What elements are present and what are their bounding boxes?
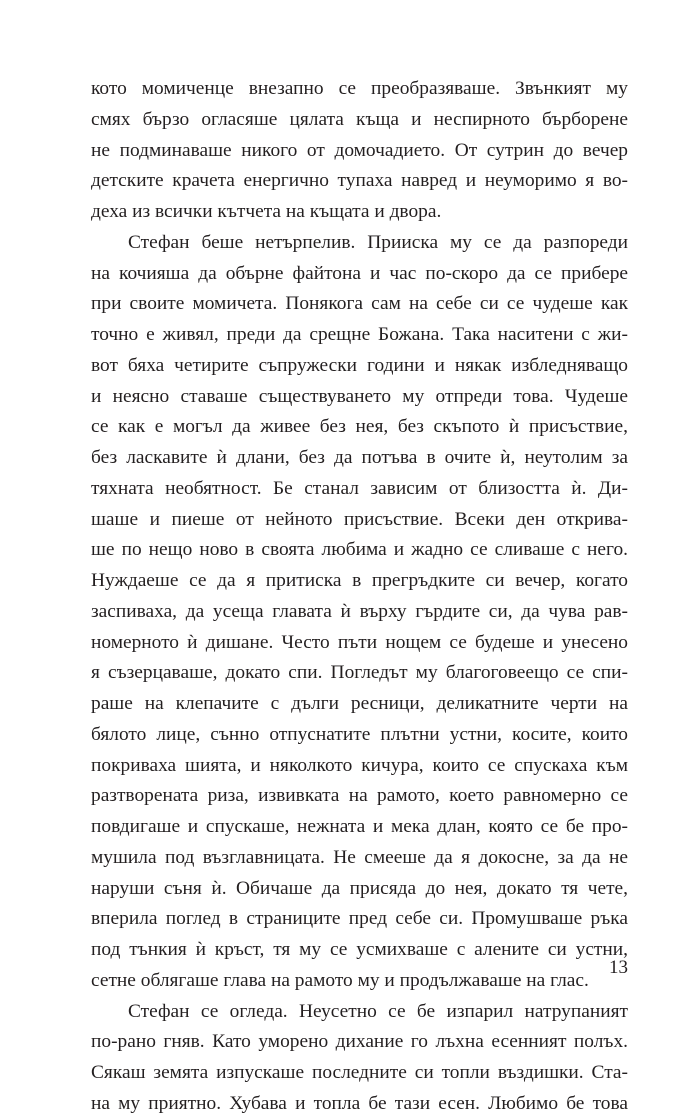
text-line: при своите момичета. Понякога сам на себе си се чудеше как [91,293,628,315]
text-line: Нуждаеше се да я притиска в прегръдките си вечер, когато [91,570,628,591]
text-line: точно е живял, преди да срещне Божана. Така наситени с жи- [91,324,628,345]
text-line: мушила под възглавницата. Не смееше да я докосне, за да не [91,846,628,868]
text-line: по-рано гняв. Като уморено дихание го лъхна есенният полъх. [91,1031,628,1053]
paragraph-first-line: Стефан се огледа. Неусетно се бе изпарил натрупаният [128,1000,628,1022]
text-line: Сякаш земята изпускаше последните си топли въздишки. Ста- [91,1062,628,1083]
text-line: шаше и пиеше от нейното присъствие. Всеки ден открива- [91,508,628,530]
text-line: и неясно ставаше съществуването му отпреди това. Чудеше [91,385,628,407]
text-line: без ласкавите ѝ длани, без да потъва в очите ѝ, неутолим за [91,447,628,468]
body-text [91,74,628,1120]
text-line: номерното ѝ дишане. Често пъти нощем се будеше и унесено [91,631,628,653]
text-line: ше по нещо ново в своята любима и жадно се сливаше с него. [91,539,628,561]
text-line: вперила поглед в страниците пред себе си. Промушваше ръка [91,908,628,930]
paragraph-first-line: Стефан беше нетърпелив. Прииска му се да разпореди [128,231,628,253]
text-line: детските крачета енергично тупаха навред и неуморимо я во- [91,170,628,192]
text-line: на кочияша да обърне файтона и час по-скоро да се прибере [91,262,628,284]
text-line: раше на клепачите с дълги ресници, деликатните черти на [91,693,628,714]
text-line: кото момиченце внезапно се преобразяваше. Звънкият му [91,78,628,99]
text-line: вот бяха четирите съпружески години и някак избледняващо [91,354,628,376]
text-line: повдигаше и спускаше, нежната и мека длан, която се бе про- [91,816,628,837]
page-number: 13 [609,957,628,978]
text-line: сетне облягаше глава на рамото му и продължаваше на глас. [91,969,589,991]
text-line: я съзерцаваше, докато спи. Погледът му благоговеещо се спи- [91,662,628,684]
text-line: деха из всички кътчета на къщата и двора. [91,201,442,222]
text-line: на му приятно. Хубава и топла бе тази есен. Любимо бе това [91,1092,628,1114]
text-line: разтворената риза, извивката на рамото, което равномерно се [91,785,628,807]
text-line: тяхната необятност. Бе станал зависим от близостта ѝ. Ди- [91,477,628,499]
text-line: се как е могъл да живее без нея, без скъпото ѝ присъствие, [91,416,628,438]
text-line: смях бързо огласяше цялата къща и неспирното бърборене [91,108,628,130]
text-line: покриваха шията, и няколкото кичура, които се спускаха към [91,754,628,776]
text-line: под тънкия ѝ кръст, тя му се усмихваше с алените си устни, [91,939,628,960]
text-line: бялото лице, сънно отпуснатите плътни устни, косите, които [91,723,628,745]
text-line: заспиваха, да усеща главата ѝ върху гърдите си, да чува рав- [91,600,628,622]
text-line: не подминаваше никого от домочадието. От сутрин до вечер [91,139,628,161]
text-line: наруши съня ѝ. Обичаше да присяда до нея, докато тя чете, [91,877,628,899]
